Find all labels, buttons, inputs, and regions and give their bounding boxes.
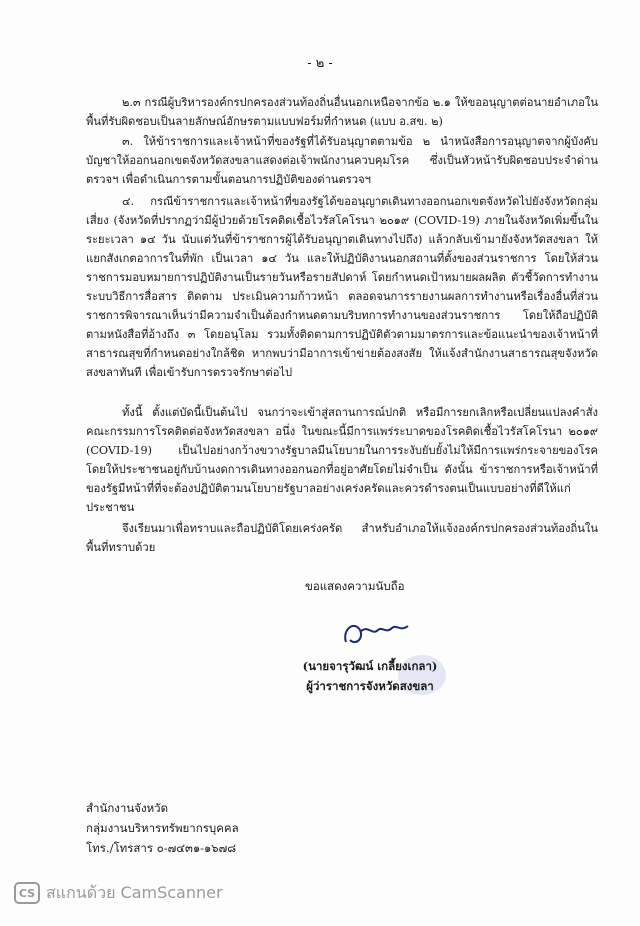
paragraph-text: ๓. ให้ข้าราชการและเจ้าหน้าที่ของรัฐที่ได้รับอนุญาตตามข้อ ๒ นำหนังสือการอนุญาตจากผู้บังคับบัญชาให้ออกนอกเขตจังหวัดสงขลาแสดงต่อเจ้าพนักงานควบคุมโรค ซึ่งเป็นหัวหน้ารับผิดชอบประจำด่านตรวจฯ เพื่อดำเนินการตามขั้นตอนการปฏิบัติของด่านตรวจฯ	[86, 135, 598, 186]
paragraph-text: ๔. กรณีข้าราชการและเจ้าหน้าที่ของรัฐได้ขออนุญาตเดินทางออกนอกเขตจังหวัดไปยังจังหวัดกลุ่มเสี่ยง (จังหวัดที่ปรากฏว่ามีผู้ป่วยด้วยโรคติดเชื้อไวรัสโคโรนา ๒๐๑๙ (COVID-19) ภายในจังหวัดเพิ่มขึ้นในระยะเวลา ๑๔ วัน นับแต่วันที่ข้าราชการผู้ได้รับอนุญาตเดินทางไปถึง) แล้วกลับเข้ามายังจังหวัดสงขลา ให้แยกสังเกตอาการในที่พัก เป็นเวลา ๑๔ วัน และให้ปฏิบัติงานนอกสถานที่ตั้งของส่วนราชการ โดยให้ส่วนราชการมอบหมายการปฏิบัติงานเป็นรายวันหรือรายสัปดาห์ โดยกำหนดเป้าหมายผลผลิต ตัวชี้วัดการทำงาน ระบบวิธีการสื่อสาร ติดตาม ประเมินความก้าวหน้า ตลอดจนการรายงานผลการทำงานหรือเรื่องอื่นที่ส่วนราชการพิจารณาเห็นว่ามีความจำเป็นต้องกำหนดตามบริบทการทำงานของส่วนราชการ โดยให้ถือปฏิบัติตามหนังสือที่อ้างถึง ๓ โดยอนุโลม รวมทั้งติดตามการปฏิบัติตัวตามมาตรการและข้อแนะนำของเจ้าหน้าที่สาธารณสุขที่กำหนดอย่างใกล้ชิด หากพบว่ามีอาการเข้าข่ายต้องสงสัย ให้แจ้งสำนักงานสาธารณสุขจังหวัดสงขลาทันที เพื่อเข้ารับการตรวจรักษาต่อไป	[86, 195, 598, 379]
paragraph-notice	[86, 403, 598, 517]
paragraph-text: จึงเรียนมาเพื่อทราบและถือปฏิบัติโดยเคร่งครัด สำหรับอำเภอให้แจ้งองค์กรปกครองส่วนท้องถิ่นในพื้นที่ทราบด้วย	[86, 522, 598, 554]
paragraph-2-3	[86, 93, 598, 131]
signature-image	[338, 612, 418, 652]
paragraph-4	[86, 192, 598, 382]
paragraph-3	[86, 132, 598, 189]
paragraph-text: ๒.๓ กรณีผู้บริหารองค์กรปกครองส่วนท้องถิ่นอื่นนอกเหนือจากข้อ ๒.๑ ให้ขออนุญาตต่อนายอำเภอในพื้นที่รับผิดชอบเป็นลายลักษณ์อักษรตามแบบฟอร์มที่กำหนด (แบบ อ.สข. ๒)	[86, 96, 598, 128]
signer-name: (นายจารุวัฒน์ เกลี้ยงเกลา)	[302, 659, 438, 673]
footer-division: กลุ่มงานบริหารทรัพยากรบุคคล	[86, 821, 239, 835]
signer-title: ผู้ว่าราชการจังหวัดสงขลา	[306, 679, 434, 693]
camscanner-logo-icon: CS	[14, 882, 40, 904]
paragraph-request	[86, 519, 598, 557]
watermark-text: สแกนด้วย CamScanner	[46, 882, 223, 902]
page-number: - ๒ -	[307, 56, 333, 71]
closing-salutation: ขอแสดงความนับถือ	[305, 579, 405, 593]
footer-phone: โทร./โทรสาร ๐-๗๔๓๑-๑๖๗๘	[86, 841, 237, 855]
paragraph-text: ทั้งนี้ ตั้งแต่บัดนี้เป็นต้นไป จนกว่าจะเข้าสู่สถานการณ์ปกติ หรือมีการยกเลิกหรือเปลี่ยนแปลงคำสั่งคณะกรรมการโรคติดต่อจังหวัดสงขลา อนึ่ง ในขณะนี้มีการแพร่ระบาดของโรคติดเชื้อไวรัสโคโรนา ๒๐๑๙ (COVID-19) เป็นไปอย่างกว้างขวางรัฐบาลมีนโยบายในการระงับยับยั้งไม่ให้มีการแพร่กระจายของโรค โดยให้ประชาชนอยู่กับบ้านงดการเดินทางออกนอกที่อยู่อาศัยโดยไม่จำเป็น ดังนั้น ข้าราชการหรือเจ้าหน้าที่ของรัฐมีหน้าที่ที่จะต้องปฏิบัติตามนโยบายรัฐบาลอย่างเคร่งครัดและควรดำรงตนเป็นแบบอย่างที่ดีให้แก่ประชาชน	[86, 406, 598, 514]
camscanner-watermark	[14, 880, 223, 906]
footer-office: สำนักงานจังหวัด	[86, 801, 169, 815]
